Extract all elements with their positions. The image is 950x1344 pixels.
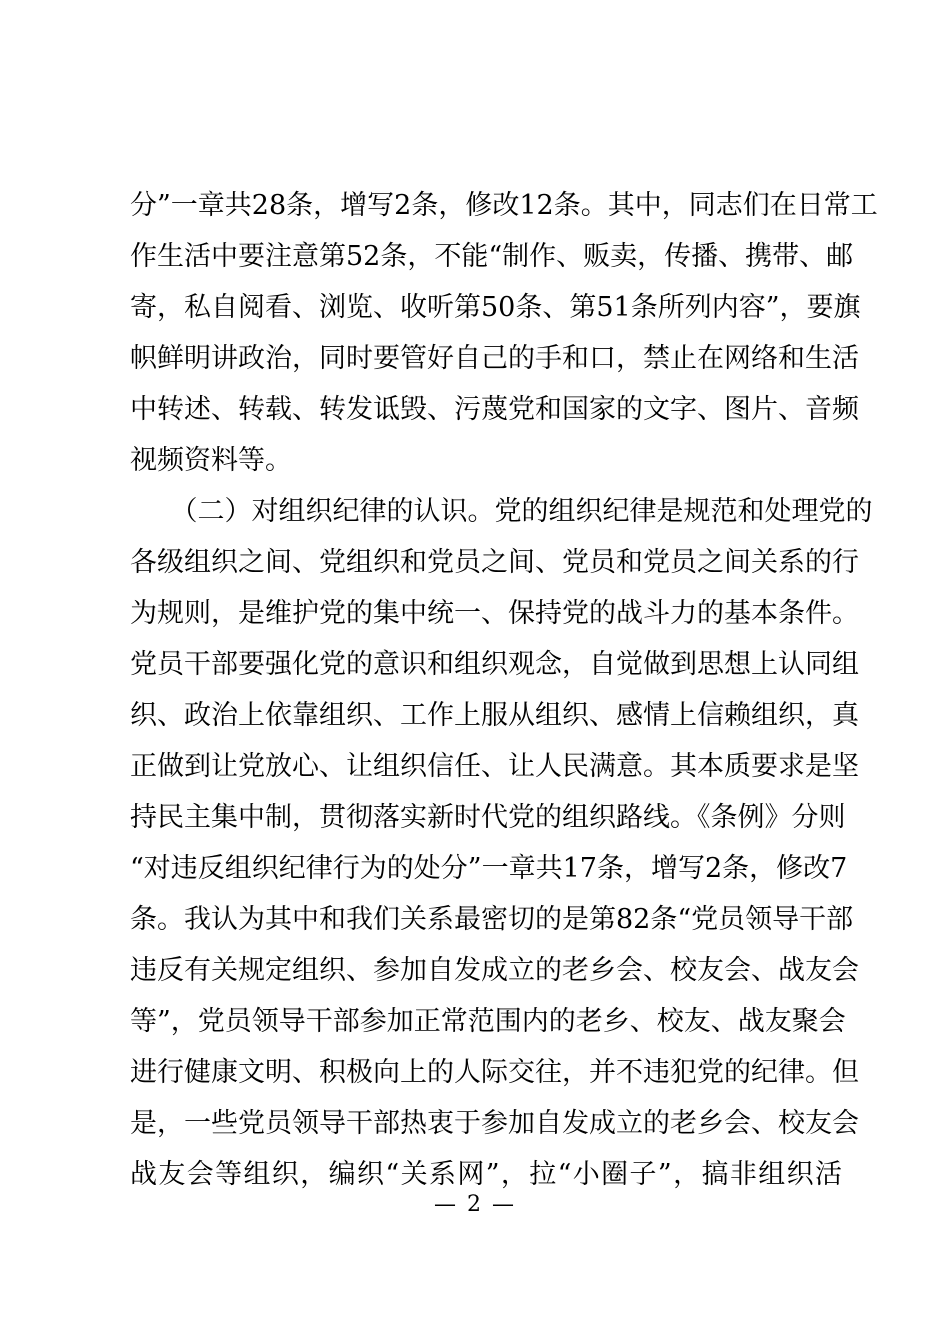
text-line: 正做到让党放心、让组织信任、让人民满意。其本质要求是坚	[130, 751, 859, 782]
text-line: 持民主集中制，贯彻落实新时代党的组织路线。《条例》分则	[130, 802, 846, 833]
text-line: “对违反组织纪律行为的处分”一章共17条，增写2条，修改7	[130, 853, 848, 884]
page-number: — 2 —	[434, 1192, 516, 1217]
text-line: 党员干部要强化党的意识和组织观念，自觉做到思想上认同组	[130, 649, 859, 680]
text-line: 战友会等组织，编织“关系网”，拉“小圈子”，搞非组织活	[130, 1159, 842, 1190]
text-line: 进行健康文明、积极向上的人际交往，并不违犯党的纪律。但	[130, 1057, 859, 1088]
text-line: 为规则，是维护党的集中统一、保持党的战斗力的基本条件。	[130, 598, 859, 629]
text-line: 织、政治上依靠组织、工作上服从组织、感情上信赖组织，真	[130, 700, 859, 731]
text-line: 帜鲜明讲政治，同时要管好自己的手和口，禁止在网络和生活	[130, 343, 859, 374]
text-line: 条。我认为其中和我们关系最密切的是第82条“党员领导干部	[130, 904, 854, 935]
text-line: 是，一些党员领导干部热衷于参加自发成立的老乡会、校友会	[130, 1108, 859, 1139]
text-line: 各级组织之间、党组织和党员之间、党员和党员之间关系的行	[130, 547, 859, 578]
text-line: 寄，私自阅看、浏览、收听第50条、第51条所列内容”，要旗	[130, 292, 861, 323]
text-line: 等”，党员领导干部参加正常范围内的老乡、校友、战友聚会	[130, 1006, 846, 1037]
text-line: 中转述、转载、转发诋毁、污蔑党和国家的文字、图片、音频	[130, 394, 859, 425]
text-line: 分”一章共28条，增写2条，修改12条。其中，同志们在日常工	[130, 190, 878, 221]
text-line: 视频资料等。	[130, 445, 292, 476]
text-line: 作生活中要注意第52条，不能“制作、贩卖，传播、携带、邮	[130, 241, 854, 272]
text-line: （二）对组织纪律的认识。党的组织纪律是规范和处理党的	[130, 496, 873, 527]
text-line: 违反有关规定组织、参加自发成立的老乡会、校友会、战友会	[130, 955, 859, 986]
body-text	[130, 180, 878, 1200]
